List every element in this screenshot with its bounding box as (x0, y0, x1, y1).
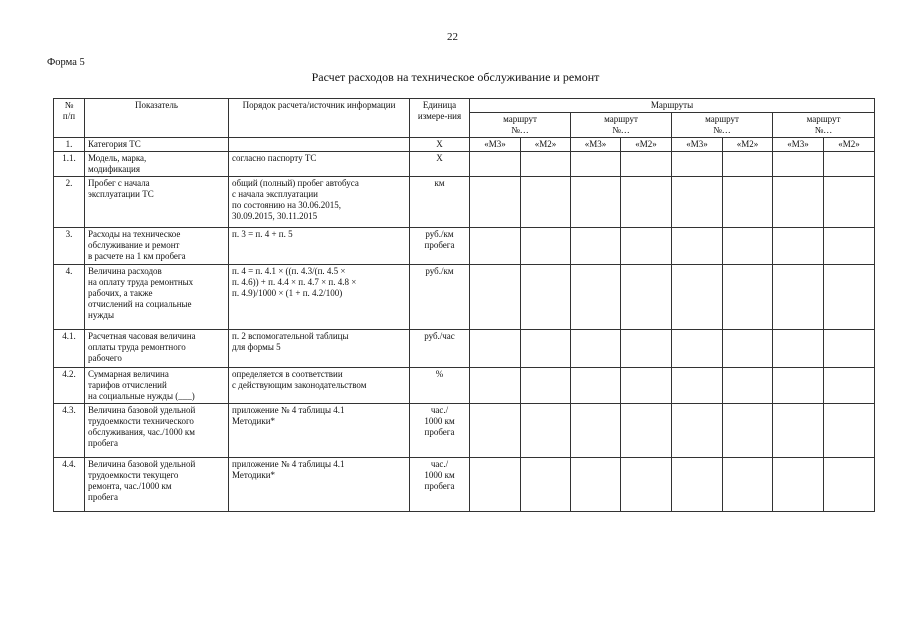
row-calc-text: приложение № 4 таблицы 4.1 Методики* (232, 405, 345, 426)
row-calc-text: приложение № 4 таблицы 4.1 Методики* (232, 459, 345, 480)
route-value-cell (571, 458, 621, 512)
route-value-cell (723, 228, 773, 265)
form-label: Форма 5 (47, 57, 85, 68)
route-value-cell (621, 177, 672, 228)
row-unit (410, 138, 470, 152)
route-value-cell (824, 368, 875, 404)
route-value-cell (723, 404, 773, 458)
row-indicator-text: Категория ТС (88, 139, 141, 149)
document-title: Расчет расходов на техническое обслуживание и ремонт (311, 70, 600, 84)
route-m3-label (773, 138, 824, 152)
route-value-cell (571, 228, 621, 265)
row-calc (229, 404, 410, 458)
route-m2-label (723, 138, 773, 152)
route-value-cell (723, 177, 773, 228)
row-calc (229, 138, 410, 152)
table-row (54, 330, 875, 368)
row-num (54, 330, 85, 368)
row-unit-text: руб./км (425, 266, 454, 276)
row-num-text: 4.3. (62, 405, 76, 415)
header-num (54, 99, 85, 138)
route-m3-label (470, 138, 521, 152)
route-value-cell (824, 152, 875, 177)
row-unit (410, 177, 470, 228)
row-calc (229, 152, 410, 177)
route-value-cell (470, 330, 521, 368)
row-indicator (85, 177, 229, 228)
route-value-cell (824, 177, 875, 228)
route-m3-label (571, 138, 621, 152)
row-indicator (85, 458, 229, 512)
route-value-cell (773, 368, 824, 404)
route-value-cell (571, 152, 621, 177)
route-value-cell (470, 265, 521, 330)
header-unit (410, 99, 470, 138)
row-indicator (85, 138, 229, 152)
route-value-cell (521, 404, 571, 458)
route-group-1 (470, 113, 571, 138)
route-m2-label-text: «М2» (534, 139, 557, 149)
row-num (54, 152, 85, 177)
route-value-cell (773, 458, 824, 512)
route-value-cell (571, 177, 621, 228)
row-unit-text: км (434, 178, 445, 188)
row-num-text: 1. (65, 139, 73, 149)
row-num (54, 404, 85, 458)
route-m2-label-text: «М2» (736, 139, 759, 149)
route-value-cell (621, 228, 672, 265)
route-value-cell (621, 152, 672, 177)
route-value-cell (470, 458, 521, 512)
route-group-3 (672, 113, 773, 138)
route-value-cell (672, 330, 723, 368)
table-row (54, 177, 875, 228)
expense-table (53, 98, 875, 512)
route-m3-label (672, 138, 723, 152)
row-indicator (85, 228, 229, 265)
route-value-cell (621, 330, 672, 368)
route-value-cell (824, 265, 875, 330)
route-value-cell (672, 265, 723, 330)
table-row (54, 228, 875, 265)
row-calc-text: согласно паспорту ТС (232, 153, 317, 163)
route-value-cell (621, 458, 672, 512)
row-num (54, 458, 85, 512)
route-value-cell (470, 152, 521, 177)
route-value-cell (470, 404, 521, 458)
header-calc-text: Порядок расчета/источник информации (242, 100, 396, 110)
route-value-cell (521, 368, 571, 404)
row-indicator-text: Величина базовой удельной трудоемкости технического обслуживания, час./1000 км пробега (88, 405, 196, 448)
route-value-cell (672, 458, 723, 512)
row-indicator (85, 265, 229, 330)
route-value-cell (571, 404, 621, 458)
route-value-cell (672, 152, 723, 177)
row-num (54, 138, 85, 152)
row-unit (410, 404, 470, 458)
route-value-cell (824, 404, 875, 458)
row-calc-text: определяется в соответствии с действующим законодательством (232, 369, 367, 390)
row-unit-text: час./ 1000 км пробега (424, 459, 455, 491)
route-value-cell (571, 368, 621, 404)
route-value-cell (571, 330, 621, 368)
route-m3-label-text: «М3» (584, 139, 607, 149)
row-unit (410, 368, 470, 404)
row-unit (410, 152, 470, 177)
row-unit-text: Х (436, 153, 443, 163)
route-value-cell (824, 458, 875, 512)
header-calc (229, 99, 410, 138)
route-value-cell (723, 458, 773, 512)
header-indicator-text: Показатель (134, 100, 179, 110)
row-unit-text: % (435, 369, 444, 379)
route-value-cell (470, 368, 521, 404)
table-row (54, 404, 875, 458)
header-num-text: № п/п (62, 100, 76, 121)
route-value-cell (672, 228, 723, 265)
route-value-cell (723, 265, 773, 330)
row-indicator-text: Расходы на техническое обслуживание и ремонт в расчете на 1 км пробега (88, 229, 186, 261)
route-value-cell (773, 330, 824, 368)
table-row (54, 265, 875, 330)
route-value-cell (521, 152, 571, 177)
route-label: маршрут №… (604, 114, 638, 135)
row-num-text: 2. (65, 178, 73, 188)
page-number: 22 (447, 31, 458, 43)
route-value-cell (672, 177, 723, 228)
table-row (54, 368, 875, 404)
route-m2-label-text: «М2» (838, 139, 860, 149)
row-indicator (85, 330, 229, 368)
row-calc (229, 330, 410, 368)
row-calc (229, 368, 410, 404)
row-calc (229, 177, 410, 228)
table-row (54, 458, 875, 512)
route-value-cell (621, 368, 672, 404)
row-num-text: 1.1. (62, 153, 76, 163)
header-unit-text: Единица измере-ния (417, 100, 462, 121)
route-value-cell (723, 368, 773, 404)
route-value-cell (824, 228, 875, 265)
route-label: маршрут №… (806, 114, 841, 135)
route-value-cell (723, 152, 773, 177)
row-unit-text: Х (436, 139, 443, 149)
route-value-cell (621, 404, 672, 458)
row-indicator-text: Модель, марка, модификация (88, 153, 147, 174)
table-row (54, 138, 875, 152)
route-value-cell (672, 368, 723, 404)
row-indicator-text: Величина расходов на оплату труда ремонтных рабочих, а также отчислений на социальные нужды (88, 266, 194, 320)
row-num-text: 4.2. (62, 369, 76, 379)
route-value-cell (621, 265, 672, 330)
table-row (54, 152, 875, 177)
row-calc (229, 228, 410, 265)
row-unit-text: час./ 1000 км пробега (424, 405, 455, 437)
route-value-cell (773, 152, 824, 177)
route-value-cell (672, 404, 723, 458)
row-calc-text: общий (полный) пробег автобуса с начала эксплуатации по состоянию на 30.06.2015, 30.09.2015, 30.11.2015 (232, 178, 359, 221)
row-indicator-text: Пробег с начала эксплуатации ТС (88, 178, 154, 199)
row-num-text: 4.4. (62, 459, 76, 469)
row-unit (410, 330, 470, 368)
row-num (54, 265, 85, 330)
row-unit (410, 228, 470, 265)
row-calc (229, 265, 410, 330)
row-indicator-text: Величина базовой удельной трудоемкости текущего ремонта, час./1000 км пробега (88, 459, 196, 502)
route-group-4 (773, 113, 875, 138)
row-num (54, 177, 85, 228)
route-m3-label-text: «М3» (484, 139, 506, 149)
route-label: маршрут №… (705, 114, 739, 135)
row-indicator-text: Расчетная часовая величина оплаты труда ремонтного рабочего (88, 331, 196, 363)
row-num-text: 4. (65, 266, 73, 276)
row-num (54, 368, 85, 404)
route-value-cell (470, 228, 521, 265)
row-indicator (85, 152, 229, 177)
route-m2-label (521, 138, 571, 152)
route-value-cell (521, 177, 571, 228)
row-calc-text: п. 3 = п. 4 + п. 5 (232, 229, 293, 239)
route-value-cell (470, 177, 521, 228)
route-value-cell (521, 228, 571, 265)
route-m2-label (824, 138, 875, 152)
row-unit-text: руб./час (424, 331, 455, 341)
route-value-cell (773, 265, 824, 330)
row-calc-text: п. 2 вспомогательной таблицы для формы 5 (232, 331, 349, 352)
route-value-cell (521, 458, 571, 512)
row-unit (410, 265, 470, 330)
route-value-cell (773, 404, 824, 458)
route-value-cell (773, 177, 824, 228)
route-value-cell (571, 265, 621, 330)
row-indicator (85, 404, 229, 458)
route-value-cell (521, 330, 571, 368)
row-indicator-text: Суммарная величина тарифов отчислений на социальные нужды (___) (88, 369, 195, 401)
route-value-cell (723, 330, 773, 368)
route-group-2 (571, 113, 672, 138)
route-label: маршрут №… (503, 114, 537, 135)
row-num-text: 3. (65, 229, 73, 239)
route-m3-label-text: «М3» (787, 139, 809, 149)
route-value-cell (824, 330, 875, 368)
row-indicator (85, 368, 229, 404)
route-value-cell (773, 228, 824, 265)
row-calc (229, 458, 410, 512)
row-unit-text: руб./км пробега (424, 229, 455, 250)
header-routes-text: Маршруты (650, 100, 694, 110)
header-routes (470, 99, 875, 113)
row-calc-text: п. 4 = п. 4.1 × ((п. 4.3/(п. 4.5 × п. 4.6)) + п. 4.4 × п. 4.7 × п. 4.8 × п. 4.9)/1000 × (1 + п. 4.2/100) (232, 266, 357, 298)
header-indicator (85, 99, 229, 138)
route-m2-label (621, 138, 672, 152)
route-m3-label-text: «М3» (686, 139, 708, 149)
route-m2-label-text: «М2» (635, 139, 657, 149)
route-value-cell (521, 265, 571, 330)
row-num (54, 228, 85, 265)
row-num-text: 4.1. (62, 331, 76, 341)
row-unit (410, 458, 470, 512)
